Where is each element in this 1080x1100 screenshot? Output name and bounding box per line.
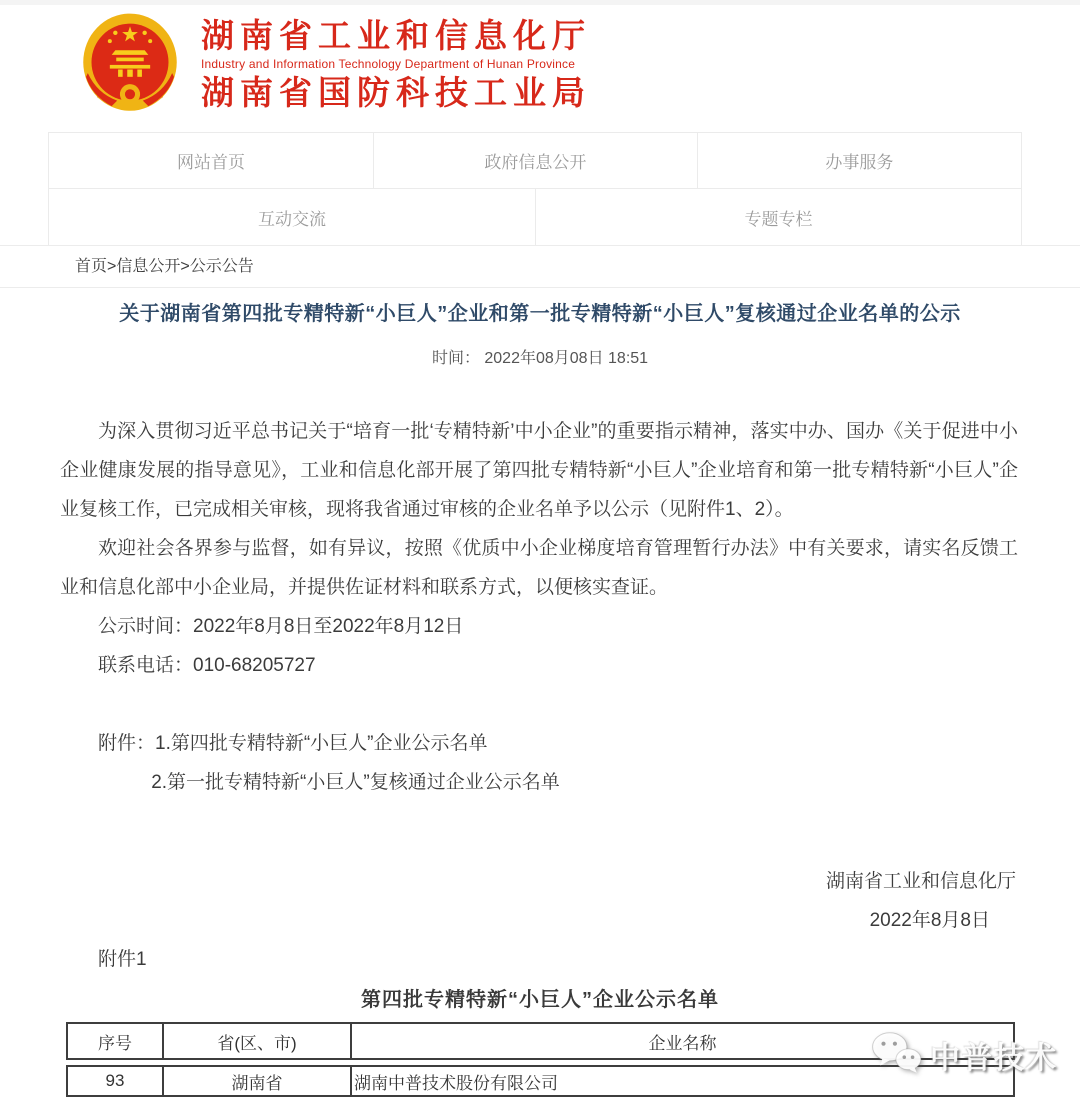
paragraph-1: 为深入贯彻习近平总书记关于“培育一批‘专精特新’中小企业”的重要指示精神，落实中办、国办《关于促进中小企业健康发展的指导意见》，工业和信息化部开展了第四批专精特新“小巨人”企业培育和第一批专精特新“小巨人”企业复核工作，已完成相关审核，现将我省通过审核的企业名单予以公示（见附件1、2）。	[60, 421, 1018, 520]
org-name-en: Industry and Information Technology Department of Hunan Province	[201, 57, 576, 71]
article-body	[60, 412, 1018, 979]
publish-timestamp: 时间： 2022年08月08日 18:51	[431, 350, 649, 367]
nav-row-1	[49, 133, 1021, 189]
breadcrumb-bar	[0, 249, 1080, 288]
main-nav-box	[48, 132, 1022, 245]
attachment-line-1: 附件：1.第四批专精特新“小巨人”企业公示名单	[98, 733, 488, 754]
nav-item-home[interactable]: 网站首页	[176, 153, 245, 172]
breadcrumb[interactable]: 首页>信息公开>公示公告	[75, 258, 254, 275]
watermark-text: 中普技术	[930, 1041, 1058, 1075]
attachment-line-2: 2.第一批专精特新“小巨人”复核通过企业公示名单	[151, 772, 560, 793]
col-header-province: 省(区、市)	[164, 1024, 352, 1058]
main-nav	[0, 132, 1080, 246]
cell-company: 湖南中普技术股份有限公司	[354, 1073, 558, 1093]
org-name-cn-2: 湖南省国防科技工业局	[201, 74, 591, 111]
nav-row-2	[49, 189, 1021, 245]
cell-seq: 93	[68, 1067, 164, 1095]
page-title: 关于湖南省第四批专精特新“小巨人”企业和第一批专精特新“小巨人”复核通过企业名单的公示	[119, 303, 961, 325]
table-header-row	[66, 1022, 1015, 1060]
org-name-cn-1: 湖南省工业和信息化厅	[201, 17, 591, 54]
annex-table	[66, 1022, 1015, 1097]
article	[0, 292, 1080, 1097]
contact-phone: 联系电话：010-68205727	[98, 655, 316, 676]
nav-item-interaction[interactable]: 互动交流	[258, 209, 326, 229]
col-header-seq: 序号	[68, 1024, 164, 1058]
annex-table-title: 第四批专精特新“小巨人”企业公示名单	[361, 989, 719, 1011]
col-header-company: 企业名称	[648, 1033, 717, 1053]
annex-label: 附件1	[98, 949, 147, 970]
page-top-edge	[0, 0, 1080, 5]
site-header	[75, 8, 591, 120]
publish-window: 公示时间：2022年8月8日至2022年8月12日	[98, 616, 464, 637]
nav-item-gov-info[interactable]: 政府信息公开	[373, 133, 697, 188]
paragraph-2: 欢迎社会各界参与监督，如有异议，按照《优质中小企业梯度培育管理暂行办法》中有关要求，请实名反馈工业和信息化部中小企业局，并提供佐证材料和联系方式，以便核实查证。	[60, 538, 1018, 598]
nav-item-special-topics[interactable]: 专题专栏	[535, 189, 1021, 245]
table-row	[66, 1065, 1015, 1097]
cell-province: 湖南省	[164, 1067, 352, 1095]
signer-org: 湖南省工业和信息化厅	[825, 871, 1016, 892]
sign-date: 2022年8月8日	[869, 910, 990, 931]
nav-item-services[interactable]: 办事服务	[697, 133, 1021, 188]
header-text-block	[201, 8, 591, 113]
china-national-emblem-icon	[75, 8, 185, 120]
